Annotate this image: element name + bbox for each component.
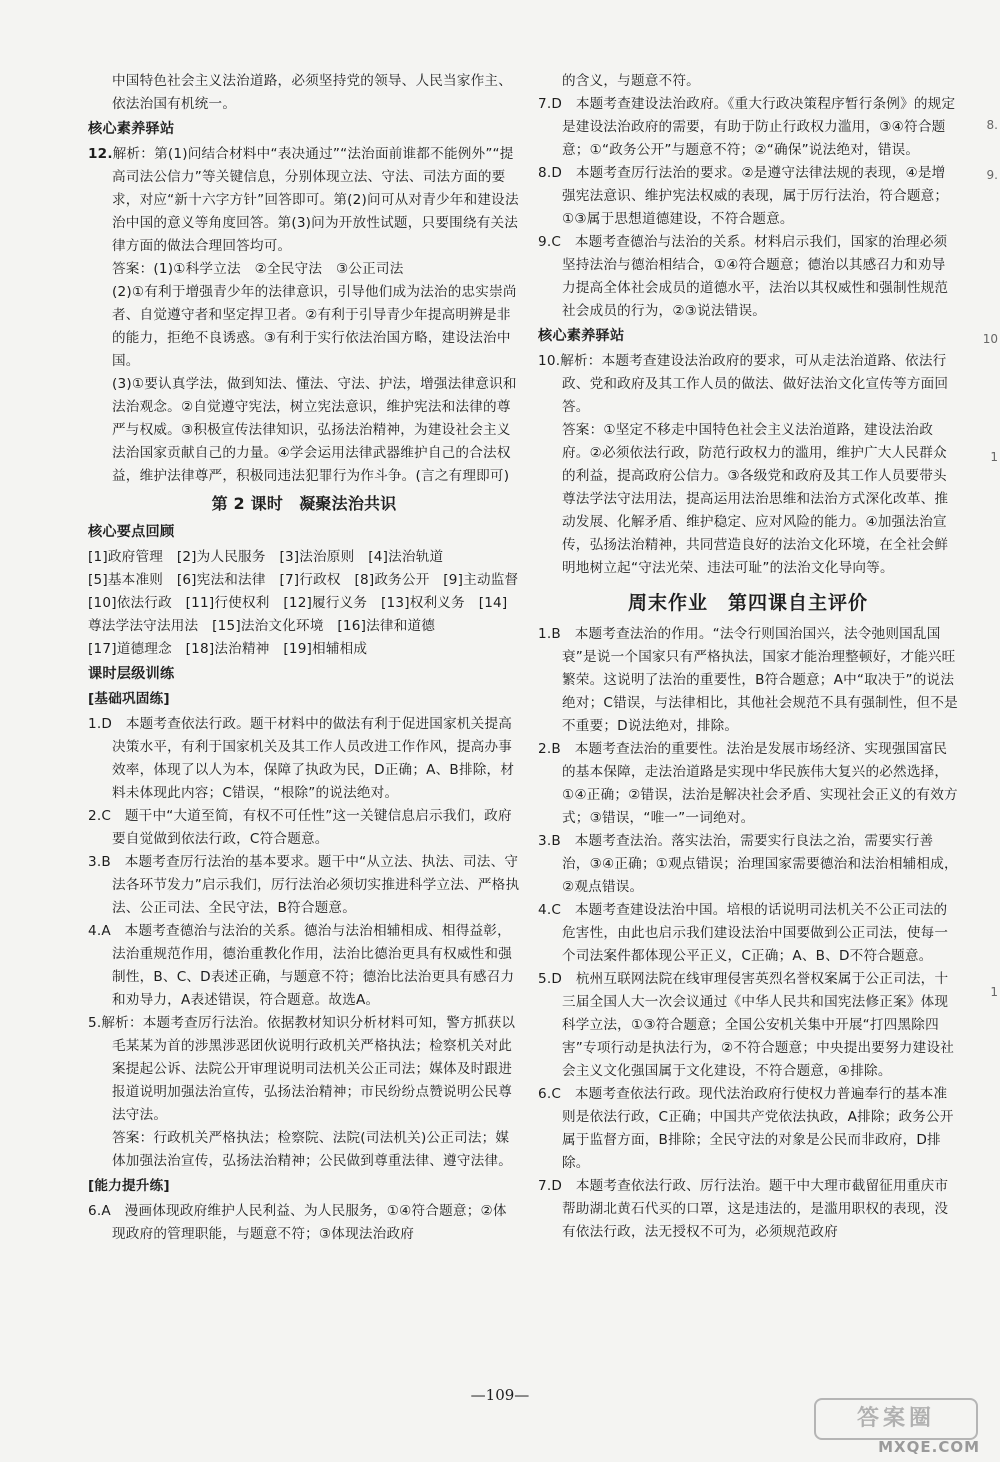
question-12-text: 解析：第(1)问结合材料中“表决通过”“法治面前谁都不能例外”“提高司法公信力”等关键信息，分别体现立法、守法、司法方面的要求，对应“新十六字方针”回答即可。第(2)问可从对青少年和建设法治中国的意义等角度回答。第(3)问为开放性试题，只要围绕有关法律方面的做法合理回答均可。 [112,146,519,254]
answer-item: 7.D 本题考查建设法治政府。《重大行政决策程序暂行条例》的规定是建设法治政府的需要，有助于防止行政权力滥用，③④符合题意；①“政务公开”与题意不符；②“确保”说法绝对，错误。 [538,96,956,158]
answer-item: 5.D 杭州互联网法院在线审理侵害英烈名誉权案属于公正司法，十三届全国人大一次会议通过《中华人民共和国宪法修正案》体现科学立法，①③符合题意；全国公安机关集中开展“打四黑除四害”专项行动是执法行为，②不符合题意；中央提出要努力建设社会主义文化强国属于文化建设，不符合题意，④排除。 [538,971,955,1079]
section-heading: 课时层级训练 [88,666,175,682]
answer-item: 10.解析：本题考查建设法治政府的要求，可从走法治道路、依法行政、党和政府及其工作人员的做法、做好法治文化宣传等方面回答。 [538,353,949,415]
edge-fragment: 10 [982,332,998,346]
edge-fragment: 8. [986,118,998,132]
right-column [538,70,958,1244]
edge-fragment: 9. [986,168,998,182]
watermark-logo: 答案圈 [814,1398,978,1440]
key-points-1: [1]政府管理 [2]为人民服务 [3]法治原则 [4]法治轨道 [88,549,444,565]
weekend-homework-title: 周末作业 第四课自主评价 [627,592,868,614]
answer-item: 2.C 题干中“大道至简，有权不可任性”这一关键信息启示我们，政府要自觉做到依法行政，C符合题意。 [88,808,512,847]
answer-item: 答案：①坚定不移走中国特色社会主义法治道路，建设法治政府。②必须依法行政，防范行政权力的滥用，维护广大人民群众的利益，提高政府公信力。③各级党和政府及其工作人员要带头尊法学法守法用法，提高运用法治思维和法治方式深化改革、推动发展、化解矛盾、维护稳定、应对风险的能力。④加强法治宣传，弘扬法治精神，共同营造良好的法治文化环境，在全社会鲜明地树立起“守法光荣、违法可耻”的法治文化导向等。 [562,422,949,576]
question-12-analysis [88,143,520,258]
answer-item: 4.C 本题考查建设法治中国。培根的话说明司法机关不公正司法的危害性，由此也启示我们建设法治中国要做到公正司法，使每一个司法案件都体现公平正义，C正确；A、B、D不符合题意。 [538,902,949,964]
edge-fragment: 1 [990,450,998,464]
answer-item: 3.B 本题考查厉行法治的基本要求。题干中“从立法、执法、司法、守法各环节发力”启示我们，厉行法治必须切实推进科学立法、严格执法、公正司法、全民守法，B符合题意。 [88,854,520,916]
section-heading: 核心要点回顾 [88,524,175,540]
subsection-heading: [基础巩固练] [88,691,170,707]
question-12-answer-1: 答案：(1)①科学立法 ②全民守法 ③公正司法 [112,261,404,277]
answer-item: 答案：行政机关严格执法；检察院、法院(司法机关)公正司法；媒体加强法治宣传，弘扬法治精神；公民做到尊重法律、遵守法律。 [112,1130,513,1169]
answer-item: 9.C 本题考查德治与法治的关系。材料启示我们，国家的治理必须坚持法治与德治相结合，①④符合题意；德治以其感召力和劝导力提高全体社会成员的道德水平，法治以其权威性和强制性规范社会成员的行为，②③说法错误。 [538,234,949,319]
answer-item: 1.B 本题考查法治的作用。“法令行则国治国兴，法令弛则国乱国衰”是说一个国家只有严格执法，国家才能治理整顿好，才能兴旺繁荣。这说明了法治的重要性，B符合题意；A中“取决于”的说法绝对；C错误，与法律相比，其他社会规范不具有强制性，但不是不重要；D说法绝对，排除。 [538,626,958,734]
page-number: —109— [470,1386,530,1404]
answer-item: 3.B 本题考查法治。落实法治，需要实行良法之治，需要实行善治，③④正确；①观点错误；治理国家需要德治和法治相辅相成，②观点错误。 [538,833,958,895]
question-12-answer-2: (2)①有利于增强青少年的法律意识，引导他们成为法治的忠实崇尚者、自觉遵守者和坚定捍卫者。②有利于引导青少年提高明辨是非的能力，拒绝不良诱惑。③有利于实行依法治国方略，建设法治中国。 [112,284,517,369]
intro-text: 中国特色社会主义法治道路，必须坚持党的领导、人民当家作主、依法治国有机统一。 [112,73,513,112]
answer-item: 6.C 本题考查依法行政。现代法治政府行使权力普遍奉行的基本准则是依法行政，C正确；中国共产党依法执政，A排除；政务公开属于监督方面，B排除；全民守法的对象是公民而非政府，D排除。 [538,1086,954,1171]
answer-item: 2.B 本题考查法治的重要性。法治是发展市场经济、实现强国富民的基本保障，走法治道路是实现中华民族伟大复兴的必然选择，①④正确；②错误，法治是解决社会矛盾、实现社会正义的有效方式；③错误，“唯一”一词绝对。 [538,741,958,826]
key-points-3: [17]道德理念 [18]法治精神 [19]相辅相成 [88,641,368,657]
continued-text: 的含义，与题意不符。 [562,73,700,89]
subsection-heading: [能力提升练] [88,1178,170,1194]
key-points-2: [5]基本准则 [6]宪法和法律 [7]行政权 [8]政务公开 [9]主动监督 [10]依法行政 [11]行使权利 [12]履行义务 [13]权利义务 [14]尊法学法守法用法 [15]法治文化环境 [16]法律和道德 [88,572,533,634]
lesson-title: 第 2 课时 凝聚法治共识 [211,494,397,513]
watermark-url: MXQE.COM [878,1438,980,1456]
edge-fragment: 1 [990,985,998,999]
question-12-answer-3: (3)①要认真学法，做到知法、懂法、守法、护法，增强法律意识和法治观念。②自觉遵守宪法，树立宪法意识，维护宪法和法律的尊严与权威。③积极宣传法律知识，弘扬法治精神，为建设社会主义法治国家贡献自己的力量。④学会运用法律武器维护自己的合法权益，维护法律尊严，积极同违法犯罪行为作斗争。(言之有理即可) [112,376,517,484]
answer-item: 4.A 本题考查德治与法治的关系。德治与法治相辅相成、相得益彰，法治重规范作用，德治重教化作用，法治比德治更具有权威性和强制性，B、C、D表述正确，与题意不符；德治比法治更具有感召力和劝导力，A表述错误，符合题意。故选A。 [88,923,515,1008]
answer-item: 6.A 漫画体现政府维护人民利益、为人民服务，①④符合题意；②体现政府的管理职能，与题意不符；③体现法治政府 [88,1203,507,1242]
answer-item: 8.D 本题考查厉行法治的要求。②是遵守法律法规的表现，④是增强宪法意识、维护宪法权威的表现，属于厉行法治，符合题意；①③属于思想道德建设，不符合题意。 [538,165,949,227]
answer-item: 5.解析：本题考查厉行法治。依据教材知识分析材料可知，警方抓获以毛某某为首的涉黑涉恶团伙说明行政机关严格执法；检察机关对此案提起公诉、法院公开审理说明司法机关公正司法；媒体及时跟进报道说明加强法治宣传，弘扬法治精神；市民纷纷点赞说明公民尊法守法。 [88,1015,516,1123]
section-heading: 核心素养驿站 [88,121,175,137]
left-column [88,70,533,1246]
question-number: 12. [88,146,113,162]
section-heading: 核心素养驿站 [538,328,625,344]
answer-item: 7.D 本题考查依法行政、厉行法治。题干中大理市截留征用重庆市帮助湖北黄石代买的口罩，这是违法的，是滥用职权的表现，没有依法行政，法无授权不可为，必须规范政府 [538,1178,949,1240]
answer-item: 1.D 本题考查依法行政。题干材料中的做法有利于促进国家机关提高决策水平，有利于国家机关及其工作人员改进工作作风，提高办事效率，体现了以人为本，保障了执政为民，D正确；A、B排除，材料未体现此内容；C错误，“根除”的说法绝对。 [88,716,515,801]
